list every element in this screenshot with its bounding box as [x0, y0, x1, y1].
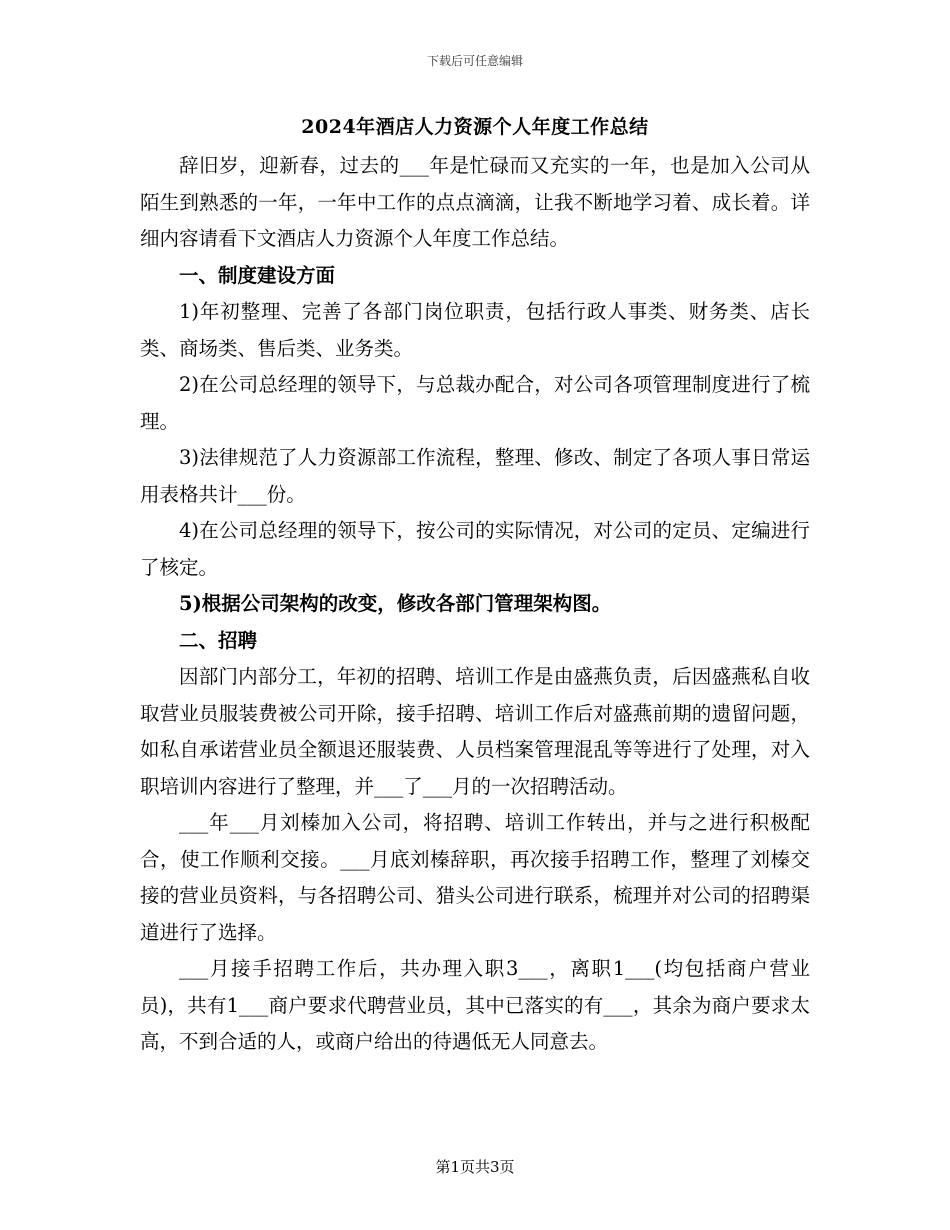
list-item: 2)在公司总经理的领导下，与总裁办配合，对公司各项管理制度进行了梳理。 — [140, 373, 810, 433]
page-number: 第1页共3页 — [435, 1158, 515, 1176]
document-body — [140, 148, 810, 1061]
body-paragraph: 因部门内部分工，年初的招聘、培训工作是由盛燕负责，后因盛燕私自收取营业员服装费被公司开除，接手招聘、培训工作后对盛燕前期的遗留问题，如私自承诺营业员全额退还服装费、人员档案管理混乱等等进行了处理，对入职培训内容进行了整理，并___了___月的一次招聘活动。 — [140, 665, 810, 798]
list-item-bold: 5)根据公司架构的改变，修改各部门管理架构图。 — [179, 592, 612, 615]
body-paragraph: ___月接手招聘工作后，共办理入职3___，离职1___(均包括商户营业员)，共有1___商户要求代聘营业员，其中已落实的有___，其余为商户要求太高，不到合适的人，或商户给出的待遇低无人同意去。 — [140, 957, 810, 1053]
document-title: 2024年酒店人力资源个人年度工作总结 — [301, 116, 649, 138]
header-note: 下载后可任意编辑 — [426, 54, 523, 68]
intro-paragraph: 辞旧岁，迎新春，过去的___年是忙碌而又充实的一年，也是加入公司从陌生到熟悉的一年，一年中工作的点点滴滴，让我不断地学习着、成长着。详细内容请看下文酒店人力资源个人年度工作总结。 — [140, 154, 810, 250]
body-paragraph: ___年___月刘榛加入公司，将招聘、培训工作转出，并与之进行积极配合，使工作顺利交接。___月底刘榛辞职，再次接手招聘工作，整理了刘榛交接的营业员资料，与各招聘公司、猎头公司进行联系，梳理并对公司的招聘渠道进行了选择。 — [140, 811, 810, 944]
section-heading-system: 一、制度建设方面 — [179, 263, 336, 287]
list-item: 1)年初整理、完善了各部门岗位职责，包括行政人事类、财务类、店长类、商场类、售后类、业务类。 — [140, 300, 810, 360]
list-item: 4)在公司总经理的领导下，按公司的实际情况，对公司的定员、定编进行了核定。 — [140, 519, 810, 579]
section-heading-recruitment: 二、招聘 — [179, 628, 258, 652]
list-item: 3)法律规范了人力资源部工作流程，整理、修改、制定了各项人事日常运用表格共计___份。 — [140, 446, 810, 506]
